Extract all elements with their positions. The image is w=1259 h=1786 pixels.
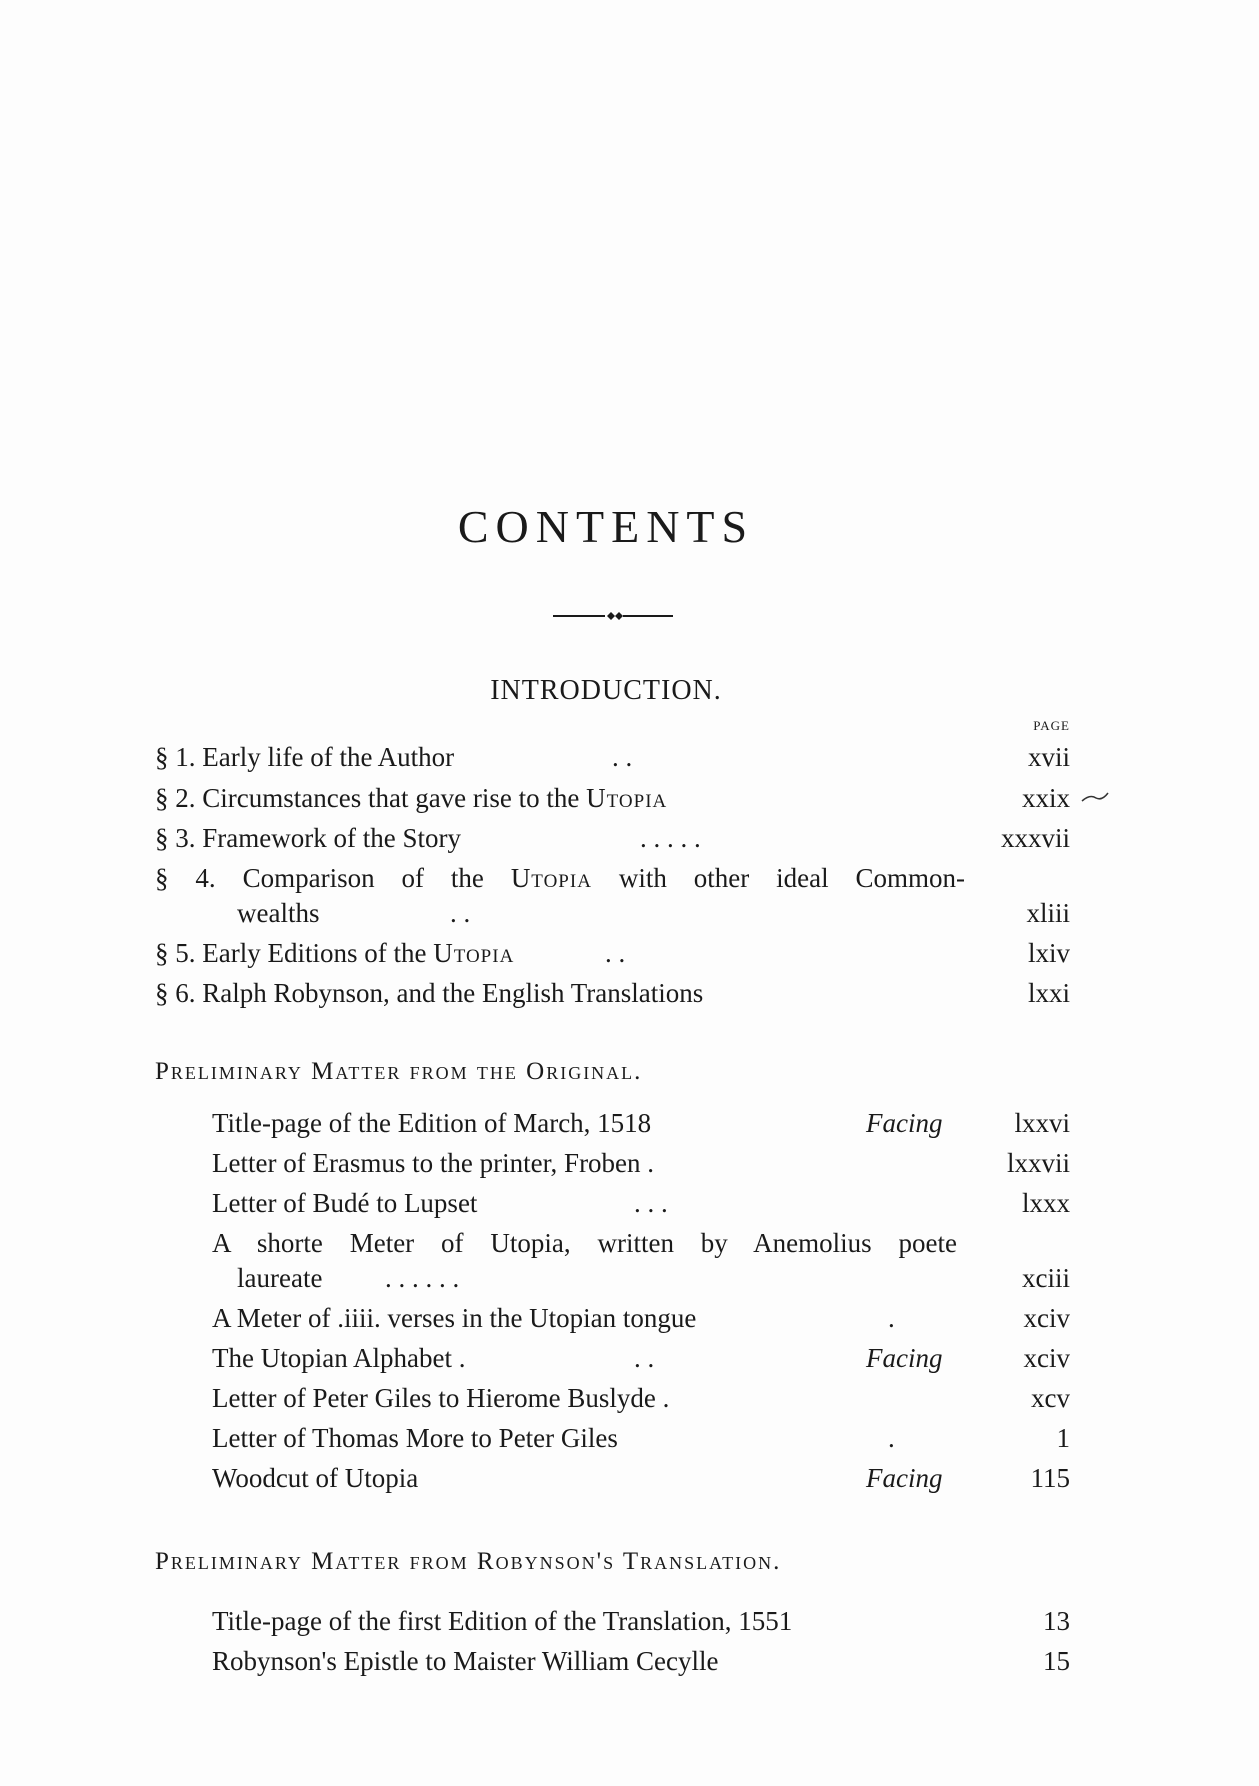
toc-entry-4[interactable] bbox=[155, 863, 965, 894]
facing-label: Facing bbox=[866, 1343, 943, 1373]
toc-entry-utopian-alphabet[interactable]: The Utopian Alphabet . bbox=[212, 1343, 466, 1373]
leader-dots: . . . . . . bbox=[385, 1263, 460, 1293]
toc-entry-title-page-1518[interactable]: Title-page of the Edition of March, 1518 bbox=[212, 1108, 652, 1138]
page-number: xciii bbox=[1022, 1263, 1070, 1293]
page-number: lxxi bbox=[1027, 978, 1070, 1008]
leader-dots: . . . bbox=[634, 1188, 668, 1218]
toc-entry-peter-giles[interactable]: Letter of Peter Giles to Hierome Buslyde . bbox=[212, 1383, 670, 1413]
utopia-smallcaps: Utopia bbox=[586, 783, 668, 813]
entry-continuation: wealths bbox=[237, 898, 320, 928]
toc-entry-6[interactable] bbox=[155, 978, 703, 1009]
utopia-smallcaps: Utopia bbox=[433, 938, 515, 968]
page-number: 13 bbox=[1043, 1606, 1070, 1636]
toc-entry-erasmus[interactable]: Letter of Erasmus to the printer, Froben . bbox=[212, 1148, 655, 1178]
section-number: § 6. bbox=[155, 978, 196, 1008]
toc-entry-title-page-1551[interactable]: Title-page of the first Edition of the Translation, 1551 bbox=[212, 1606, 793, 1636]
page-number: xcv bbox=[1031, 1383, 1070, 1413]
utopia-smallcaps: Utopia bbox=[510, 863, 592, 893]
entry-continuation: laureate bbox=[237, 1263, 323, 1293]
page-number: xciv bbox=[1023, 1303, 1070, 1333]
page-number: xxix bbox=[1021, 783, 1070, 813]
entry-title-continued: with other ideal Common- bbox=[591, 863, 966, 893]
toc-entry-thomas-more[interactable]: Letter of Thomas More to Peter Giles bbox=[212, 1423, 618, 1453]
page-number: 115 bbox=[1030, 1463, 1070, 1493]
entry-title: Framework of the Story bbox=[202, 823, 461, 853]
page-number: lxxvii bbox=[1006, 1148, 1070, 1178]
toc-entry-1[interactable] bbox=[155, 742, 454, 773]
entry-title: Ralph Robynson, and the English Translations bbox=[202, 978, 704, 1008]
page-column-label: PAGE bbox=[1033, 718, 1070, 733]
page-number: xciv bbox=[1023, 1343, 1070, 1373]
page-number: xliii bbox=[1026, 898, 1070, 928]
entry-title: Early life of the Author bbox=[202, 742, 455, 772]
page-number: 1 bbox=[1056, 1423, 1070, 1453]
page-number: 15 bbox=[1043, 1646, 1070, 1676]
leader-dots: . bbox=[888, 1423, 895, 1453]
preliminary-translation-heading: Preliminary Matter from Robynson's Translation. bbox=[155, 1548, 782, 1575]
toc-entry-bude[interactable]: Letter of Budé to Lupset bbox=[212, 1188, 478, 1218]
page-number: xvii bbox=[1027, 742, 1070, 772]
page-title: CONTENTS bbox=[457, 501, 755, 552]
toc-entry-meter-utopian[interactable]: A Meter of .iiii. verses in the Utopian tongue bbox=[212, 1303, 697, 1333]
section-number: § 2. bbox=[155, 783, 196, 813]
leader-dots: . . bbox=[634, 1343, 655, 1373]
entry-title: Circumstances that gave rise to the bbox=[202, 783, 587, 813]
section-number: § 4. bbox=[155, 863, 216, 893]
page-number: lxxx bbox=[1021, 1188, 1070, 1218]
toc-entry-robynson-epistle[interactable]: Robynson's Epistle to Maister William Cecylle bbox=[212, 1646, 719, 1676]
toc-entry-shorte-meter[interactable]: A shorte Meter of Utopia, written by Anemolius poete bbox=[212, 1228, 957, 1258]
introduction-heading: INTRODUCTION. bbox=[490, 675, 722, 706]
page-number: lxiv bbox=[1027, 938, 1070, 968]
section-number: § 1. bbox=[155, 742, 196, 772]
section-number: § 5. bbox=[155, 938, 196, 968]
toc-entry-woodcut[interactable]: Woodcut of Utopia bbox=[212, 1463, 419, 1493]
facing-label: Facing bbox=[866, 1108, 943, 1138]
preliminary-original-heading: Preliminary Matter from the Original. bbox=[155, 1058, 643, 1085]
page-number: lxxvi bbox=[1014, 1108, 1070, 1138]
entry-title: Comparison of the bbox=[242, 863, 511, 893]
entry-title: Early Editions of the bbox=[202, 938, 434, 968]
toc-entry-3[interactable] bbox=[155, 823, 461, 854]
pencil-mark-icon bbox=[1080, 790, 1110, 804]
leader-dots: . bbox=[888, 1303, 895, 1333]
toc-entry-5[interactable] bbox=[155, 938, 514, 969]
leader-dots: . . bbox=[605, 938, 626, 968]
page-number: xxxvii bbox=[1000, 823, 1070, 853]
toc-entry-2[interactable] bbox=[155, 783, 667, 814]
leader-dots: . . . . . bbox=[640, 823, 701, 853]
leader-dots: . . bbox=[612, 742, 633, 772]
facing-label: Facing bbox=[866, 1463, 943, 1493]
ornament-divider bbox=[553, 610, 673, 622]
leader-dots: . . bbox=[450, 898, 471, 928]
section-number: § 3. bbox=[155, 823, 196, 853]
